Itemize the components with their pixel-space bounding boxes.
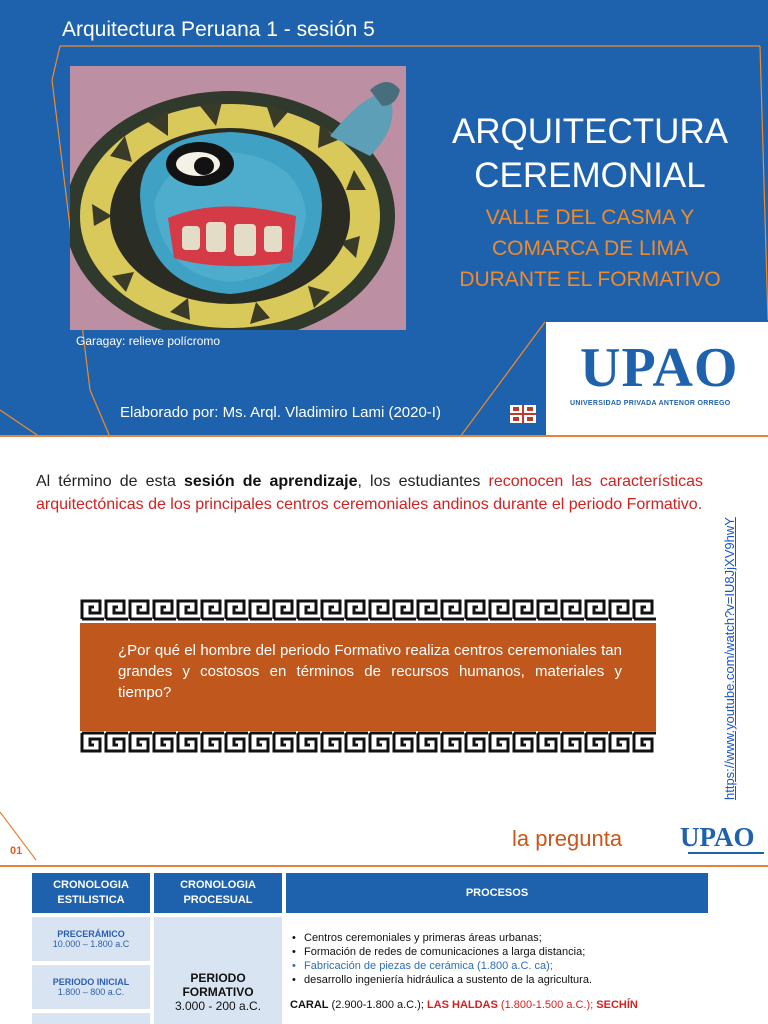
process-item: • Fabricación de piezas de cerámica (1.800 a.C. ca); — [290, 959, 708, 973]
image-caption: Garagay: relieve polícromo — [76, 334, 221, 348]
site-sechin: SECHÍN — [596, 999, 638, 1011]
slide-subtitle — [420, 202, 760, 295]
subtitle-line-2: COMARCA DE LIMA — [491, 237, 689, 260]
header-processual: CRONOLOGIA PROCESUAL — [154, 873, 282, 913]
learning-objective — [36, 470, 703, 516]
slide-divider-2 — [0, 865, 768, 867]
slide-title — [420, 110, 760, 198]
upao-logo — [546, 322, 768, 437]
row-initial-name: PERIODO INICIAL — [52, 977, 130, 987]
row-preceramic — [32, 917, 150, 961]
processes-cell — [286, 917, 708, 1024]
question-text: ¿Por qué el hombre del periodo Formativo realiza centros ceremoniales tan grandes y costosos en términos de recursos humanos, materiales y tiempo? — [118, 642, 622, 701]
author-credit: Elaborado por: Ms. Arql. Vladimiro Lami (2020-I) — [120, 404, 441, 421]
row-preceramic-name: PRECERÁMICO — [57, 929, 125, 939]
upao-logo-small — [680, 822, 764, 862]
subtitle-line-3: DURANTE EL FORMATIVO — [459, 268, 721, 291]
title-line-2: CEREMONIAL — [474, 156, 706, 195]
site-caral: CARAL — [290, 999, 329, 1011]
sites-line — [290, 999, 708, 1011]
row-initial-dates: 1.800 – 800 a.C. — [57, 987, 125, 997]
garagay-relief-image — [70, 66, 406, 330]
site-caral-dates: (2.900-1.800 a.C.); — [328, 999, 427, 1011]
greek-key-border-top — [80, 597, 656, 621]
slide-divider — [0, 435, 768, 437]
title-line-1: ARQUITECTURA — [451, 112, 729, 151]
row-next — [32, 1013, 150, 1024]
title-slide — [0, 0, 768, 437]
logo-wordmark: UPAO — [580, 337, 739, 399]
question-box — [80, 623, 656, 731]
period-name-1: PERIODO — [190, 971, 246, 985]
slide-number: 01 — [10, 845, 23, 857]
row-preceramic-dates: 10.000 – 1.800 a.C — [52, 939, 130, 949]
youtube-link[interactable]: https://www.youtube.com/watch?v=IU8JjXV9hwY — [722, 517, 737, 800]
site-las-haldas: LAS HALDAS — [426, 999, 498, 1011]
course-subtitle: Arquitectura Peruana 1 - sesión 5 — [62, 18, 375, 41]
period-name-2: FORMATIVO — [182, 985, 254, 999]
objective-highlight: reconocen las características arquitectónicas de los principales centros ceremoniales andinos durante el periodo Formativo. — [36, 473, 704, 513]
logo-wordmark-small: UPAO — [680, 822, 755, 852]
process-item: • Centros ceremoniales y primeras áreas urbanas; — [290, 931, 708, 945]
logo-underline — [688, 852, 764, 854]
chronology-table — [32, 873, 708, 1024]
period-dates: 3.000 - 200 a.C. — [174, 999, 262, 1013]
header-processes: PROCESOS — [286, 873, 708, 913]
section-title: la pregunta — [512, 826, 623, 851]
process-item: • desarrollo ingeniería hidráulica a sustento de la agricultura. — [290, 973, 708, 987]
flag-icon — [510, 405, 536, 423]
objective-text-1: Al término de esta — [36, 473, 184, 490]
header-stylistic: CRONOLOGIA ESTILISTICA — [32, 873, 150, 913]
objective-bold: sesión de aprendizaje — [183, 473, 358, 490]
process-item: • Formación de redes de comunicaciones a larga distancia; — [290, 945, 708, 959]
greek-key-border-bottom — [80, 731, 656, 755]
site-las-haldas-dates: (1.800-1.500 a.C.); — [497, 999, 597, 1011]
subtitle-line-1: VALLE DEL CASMA Y — [485, 206, 695, 229]
logo-tagline: UNIVERSIDAD PRIVADA ANTENOR ORREGO — [570, 400, 731, 407]
row-initial — [32, 965, 150, 1009]
period-formative — [154, 917, 282, 1024]
objective-text-2: , los estudiantes — [357, 473, 489, 490]
